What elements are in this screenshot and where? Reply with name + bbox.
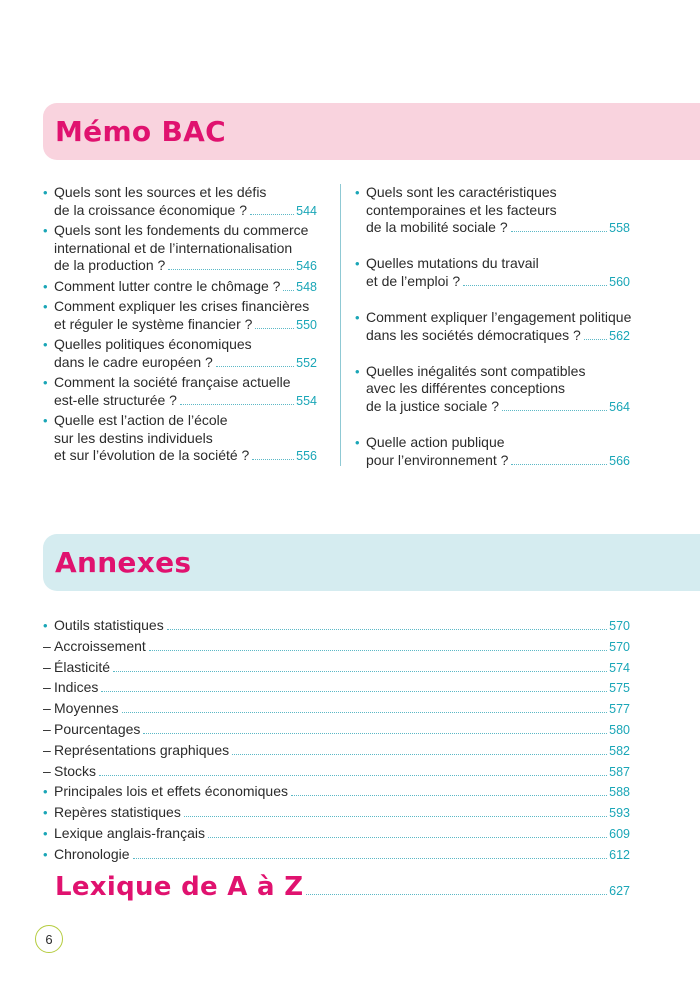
- dotted-leader: [168, 269, 294, 270]
- annexes-title: Annexes: [55, 546, 192, 579]
- annex-entry[interactable]: [43, 781, 630, 802]
- toc-entry-last-line: [54, 278, 317, 297]
- toc-entry-line: de la production ?: [54, 257, 166, 274]
- toc-entry-line: de la croissance économique ?: [54, 201, 248, 218]
- toc-entry-line: Quelles politiques économiques: [54, 335, 252, 352]
- page-number-badge: [35, 925, 63, 953]
- toc-entry-text: [43, 412, 317, 466]
- toc-entry[interactable]: [355, 184, 630, 238]
- annex-label: Principales lois et effets économiques: [54, 783, 288, 800]
- toc-entry-last-line: [366, 398, 630, 417]
- dotted-leader: [250, 214, 294, 215]
- bullet-icon: •: [355, 185, 360, 200]
- dash-icon: –: [43, 700, 51, 717]
- toc-entry-last-line: [366, 327, 630, 346]
- toc-entry-last-line: [366, 273, 630, 292]
- toc-entry-text: [43, 336, 317, 372]
- annex-label: Outils statistiques: [54, 617, 164, 633]
- annex-label: Moyennes: [54, 700, 119, 717]
- toc-page-number: 560: [609, 274, 630, 289]
- toc-entry-line: et sur l’évolution de la société ?: [54, 447, 250, 464]
- dotted-leader: [149, 650, 607, 651]
- memo-bac-title: Mémo BAC: [55, 115, 226, 148]
- bullet-icon: •: [355, 363, 360, 379]
- bullet-icon: •: [43, 298, 48, 314]
- dash-icon: –: [43, 741, 51, 758]
- lexique-page-number: 627: [609, 884, 630, 898]
- toc-entry-line: contemporaines et les facteurs: [366, 201, 557, 218]
- annex-label: Indices: [54, 679, 99, 696]
- toc-entry-line: Quelle action publique: [366, 433, 505, 450]
- toc-entry-text: [355, 255, 630, 291]
- memo-bac-header: [43, 103, 700, 160]
- annexes-list: [43, 615, 630, 865]
- dotted-leader: [143, 733, 607, 734]
- toc-page-number: 546: [296, 259, 317, 274]
- dotted-leader: [167, 629, 607, 630]
- toc-page-number: 564: [609, 399, 630, 414]
- toc-entry-line: de la justice sociale ?: [366, 397, 500, 414]
- toc-entry-text: [43, 222, 317, 276]
- toc-entry-line: Comment expliquer l’engagement politique: [366, 308, 632, 325]
- annex-entry[interactable]: [43, 740, 630, 761]
- toc-entry[interactable]: [43, 336, 317, 372]
- memo-right-column: [355, 184, 630, 488]
- toc-page-number: 558: [609, 221, 630, 236]
- toc-entry-line: Quels sont les caractéristiques: [366, 184, 557, 200]
- toc-entry-text: [43, 298, 317, 334]
- dotted-leader: [99, 775, 607, 776]
- toc-entry[interactable]: [43, 412, 317, 466]
- toc-entry-last-line: [54, 202, 317, 221]
- toc-entry-line: dans le cadre européen ?: [54, 353, 213, 370]
- toc-entry-line: et réguler le système financier ?: [54, 315, 253, 332]
- toc-entry-text: [355, 363, 630, 417]
- dash-icon: –: [43, 762, 51, 779]
- dash-icon: –: [43, 658, 51, 675]
- dotted-leader: [255, 328, 294, 329]
- toc-entry-line: est-elle structurée ?: [54, 391, 177, 408]
- dotted-leader: [216, 366, 294, 367]
- toc-entry-last-line: [54, 257, 317, 276]
- toc-page-number: 554: [296, 393, 317, 408]
- toc-entry-last-line: [366, 219, 630, 238]
- toc-entry-line: sur les destins individuels: [54, 429, 213, 446]
- annex-entry[interactable]: [43, 615, 630, 636]
- annexes-header: [43, 534, 700, 591]
- page-number: 6: [45, 931, 53, 947]
- annex-label: Repères statistiques: [54, 804, 181, 821]
- toc-entry-line: international et de l’internationalisation: [54, 239, 293, 256]
- toc-entry-last-line: [366, 452, 630, 471]
- dotted-leader: [184, 816, 607, 817]
- toc-entry-last-line: [54, 392, 317, 411]
- annex-page-number: 580: [609, 722, 630, 737]
- dotted-leader: [180, 404, 294, 405]
- toc-entry[interactable]: [355, 434, 630, 470]
- dotted-leader: [133, 858, 608, 859]
- annex-entry[interactable]: [43, 823, 630, 844]
- toc-entry-line: Comment expliquer les crises financières: [54, 297, 310, 314]
- annex-entry[interactable]: [43, 719, 630, 740]
- bullet-icon: •: [43, 412, 48, 428]
- dotted-leader: [511, 464, 607, 465]
- toc-page-number: 556: [296, 449, 317, 464]
- toc-entry-line: pour l’environnement ?: [366, 451, 509, 468]
- toc-entry[interactable]: [43, 222, 317, 276]
- toc-entry[interactable]: [355, 309, 630, 345]
- dotted-leader: [232, 754, 607, 755]
- dotted-leader: [252, 459, 294, 460]
- dotted-leader: [502, 410, 607, 411]
- annex-label: Lexique anglais-français: [54, 824, 205, 841]
- annex-entry[interactable]: [43, 677, 630, 698]
- toc-entry-text: [355, 309, 630, 345]
- annex-entry[interactable]: [43, 636, 630, 657]
- toc-entry-text: [43, 278, 317, 297]
- toc-entry-last-line: [54, 447, 317, 466]
- toc-entry-line: Quels sont les sources et les défis: [54, 184, 267, 200]
- annex-entry[interactable]: [43, 844, 630, 865]
- column-divider: [340, 184, 341, 466]
- annex-page-number: 582: [609, 743, 630, 758]
- bullet-icon: •: [43, 185, 48, 200]
- bullet-icon: •: [43, 618, 48, 633]
- memo-left-column: [43, 184, 317, 467]
- annex-label: Élasticité: [54, 658, 111, 675]
- bullet-icon: •: [355, 434, 360, 450]
- annex-label: Stocks: [54, 762, 97, 779]
- toc-entry-line: Quelle est l’action de l’école: [54, 411, 228, 428]
- toc-entry-line: avec les différentes conceptions: [366, 380, 565, 397]
- annex-entry[interactable]: [43, 761, 630, 782]
- bullet-icon: •: [43, 846, 48, 862]
- annex-page-number: 593: [609, 806, 630, 821]
- toc-page-number: 562: [609, 328, 630, 343]
- annex-page-number: 570: [609, 639, 630, 654]
- annex-page-number: 577: [609, 702, 630, 717]
- toc-entry-line: Comment la société française actuelle: [54, 373, 291, 390]
- toc-page-number: 548: [296, 279, 317, 294]
- annex-page-number: 588: [609, 785, 630, 800]
- toc-entry[interactable]: [43, 298, 317, 334]
- bullet-icon: •: [43, 278, 48, 294]
- lexique-entry[interactable]: [55, 872, 630, 902]
- annex-label: Représentations graphiques: [54, 741, 230, 758]
- toc-page-number: 552: [296, 355, 317, 370]
- annex-label: Accroissement: [54, 637, 146, 654]
- bullet-icon: •: [43, 805, 48, 821]
- toc-entry-line: Quels sont les fondements du commerce: [54, 221, 309, 238]
- annex-page-number: 570: [609, 619, 630, 633]
- dotted-leader: [306, 894, 607, 895]
- dotted-leader: [122, 712, 608, 713]
- toc-page-number: 566: [609, 453, 630, 468]
- dotted-leader: [101, 691, 607, 692]
- toc-entry-line: Quelles mutations du travail: [366, 255, 539, 272]
- toc-entry-text: [43, 374, 317, 410]
- toc-entry-line: de la mobilité sociale ?: [366, 219, 508, 236]
- bullet-icon: •: [43, 222, 48, 238]
- toc-entry[interactable]: [43, 278, 317, 297]
- toc-entry[interactable]: [355, 255, 630, 291]
- toc-entry[interactable]: [355, 363, 630, 417]
- annex-page-number: 574: [609, 660, 630, 675]
- bullet-icon: •: [43, 825, 48, 841]
- dotted-leader: [511, 231, 608, 232]
- toc-entry-text: [355, 184, 630, 238]
- annex-page-number: 575: [609, 681, 630, 696]
- toc-entry-last-line: [54, 316, 317, 335]
- toc-entry-line: dans les sociétés démocratiques ?: [366, 326, 581, 343]
- annex-entry[interactable]: [43, 698, 630, 719]
- toc-entry-text: [43, 184, 317, 220]
- bullet-icon: •: [355, 309, 360, 325]
- bullet-icon: •: [355, 256, 360, 272]
- bullet-icon: •: [43, 374, 48, 390]
- toc-entry[interactable]: [43, 374, 317, 410]
- toc-entry[interactable]: [43, 184, 317, 220]
- dotted-leader: [113, 671, 607, 672]
- dash-icon: –: [43, 679, 51, 696]
- toc-page-number: 550: [296, 317, 317, 332]
- bullet-icon: •: [43, 784, 48, 800]
- annex-page-number: 609: [609, 826, 630, 841]
- dash-icon: –: [43, 637, 51, 654]
- dotted-leader: [463, 285, 607, 286]
- annex-entry[interactable]: [43, 802, 630, 823]
- annex-page-number: 612: [609, 847, 630, 862]
- dotted-leader: [208, 837, 607, 838]
- annex-entry[interactable]: [43, 657, 630, 678]
- lexique-title: Lexique de A à Z: [55, 872, 304, 902]
- annex-page-number: 587: [609, 764, 630, 779]
- toc-entry-line: Quelles inégalités sont compatibles: [366, 362, 586, 379]
- toc-entry-line: et de l’emploi ?: [366, 272, 461, 289]
- toc-entry-text: [355, 434, 630, 470]
- toc-page-number: 544: [296, 203, 317, 218]
- dotted-leader: [291, 795, 607, 796]
- dotted-leader: [283, 290, 294, 291]
- annex-label: Chronologie: [54, 845, 130, 862]
- bullet-icon: •: [43, 336, 48, 352]
- annex-label: Pourcentages: [54, 720, 141, 737]
- dotted-leader: [584, 339, 607, 340]
- toc-entry-line: Comment lutter contre le chômage ?: [54, 277, 281, 294]
- toc-entry-last-line: [54, 354, 317, 373]
- dash-icon: –: [43, 720, 51, 737]
